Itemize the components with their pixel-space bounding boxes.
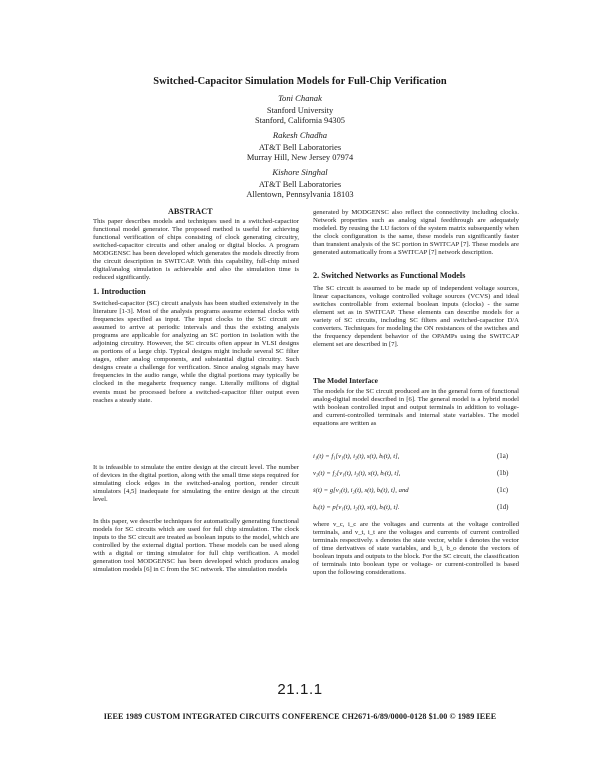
equation: v₂(t) = f₂[v₁(t), i₂(t), s(t), bᵢ(t), t], bbox=[313, 470, 401, 477]
author-affiliation: AT&T Bell Laboratories bbox=[258, 143, 342, 152]
body-paragraph: generated by MODGENSC also reflect the connectivity including clocks. Network properties such as analog signal feedthrough are adequately modeled. By reusing the LU factors of the system matrix subsequently when the clock configuration is the same, these models run significantly faster than transient analysis of the SC portion in SWITCAP [7]. These models are generated automatically from a SWITCAP [7] network description. bbox=[313, 209, 519, 257]
section-heading: 2. Switched Networks as Functional Models bbox=[313, 271, 466, 280]
equation-number: (1d) bbox=[497, 504, 509, 511]
author-affiliation: Murray Hill, New Jersey 07974 bbox=[246, 153, 354, 162]
section-heading: 1. Introduction bbox=[93, 287, 146, 296]
body-paragraph: It is infeasible to simulate the entire design at the circuit level. The number of devices in the digital portion, along with the small time steps required for simulating clock edges in the switched-analog portion, render circuit simulators [4,5] inadequate for simulating the entire design at the circuit level. bbox=[93, 464, 299, 504]
author-affiliation: Stanford University bbox=[266, 106, 334, 115]
author-name: Rakesh Chadha bbox=[272, 130, 328, 140]
equation-number: (1c) bbox=[497, 487, 509, 494]
body-paragraph: Switched-capacitor (SC) circuit analysis has been studied extensively in the literature [1-3]. Most of the analysis programs assume external clocks with frequencies specified as input. The input clocks to the SC circuit are assumed to arrive at periodic intervals and thus the existing analysis programs are applicable for analyzing an SC portion in isolation with the adjoining circuitry. However, the SC circuits often appear in VLSI designs as portions of a large chip. Typical designs might include several SC filter stages, other analog components, and substantial digital circuitry. Such designs create a challenge for verification. Since analog signals may have frequencies in the audio range, while the digital portions may typically be clocked in the megahertz frequency range. Literally millions of digital events must be processed before a switched-capacitor filter output even reaches a steady state. bbox=[93, 300, 299, 404]
body-paragraph: The SC circuit is assumed to be made up of independent voltage sources, linear capacitances, voltage controlled voltage sources (VCVS) and ideal switches controllable from external boolean inputs (clocks) - the same element set as in SWITCAP. These elements can describe models for a variety of SC circuits, including SC filters and switched-capacitor D/A converters. Techniques for modeling the ON resistances of the switches and the frequency dependent behavior of the OPAMPs using the SWITCAP element set are described in [7]. bbox=[313, 285, 519, 349]
equation: bₒ(t) = p[v₁(t), i₂(t), s(t), bᵢ(t), t]. bbox=[313, 504, 400, 511]
author-name: Toni Chanak bbox=[278, 93, 322, 103]
conference-footer: IEEE 1989 CUSTOM INTEGRATED CIRCUITS CONFERENCE CH2671-6/89/0000-0128 $1.00 © 1989 IEEE bbox=[103, 712, 497, 721]
subsection-heading: The Model Interface bbox=[313, 376, 378, 385]
author-affiliation: Stanford, California 94305 bbox=[254, 116, 345, 125]
page-number: 21.1.1 bbox=[277, 681, 323, 698]
abstract-heading: ABSTRACT bbox=[168, 207, 213, 216]
author-affiliation: AT&T Bell Laboratories bbox=[258, 180, 342, 189]
equation: i₁(t) = f₁[v₁(t), i₂(t), s(t), bᵢ(t), t], bbox=[313, 453, 400, 460]
equation: ṡ(t) = g[v₁(t), i₂(t), s(t), bᵢ(t), t], and bbox=[313, 487, 409, 494]
body-paragraph: where v_c, i_c are the voltages and currents at the voltage controlled terminals, and v_t, i_t are the voltages and currents of current controlled terminals respectively. s denotes the state vector, while ṡ denotes the vector of time derivatives of state variables, and b_i, b_o denote the vectors of boolean inputs and outputs to the block. For the SC circuit, the classification of terminals into boolean type or voltage- or current-controlled is based upon the following considerations. bbox=[313, 521, 519, 577]
author-name: Kishore Singhal bbox=[272, 167, 328, 177]
author-affiliation: Allentown, Pennsylvania 18103 bbox=[246, 190, 354, 199]
equation-number: (1b) bbox=[497, 470, 509, 477]
body-paragraph: In this paper, we describe techniques for automatically generating functional models for SC circuits which are used for full chip simulation. The clock inputs to the SC circuit are treated as boolean inputs to the model, which are controlled by the external digital portion. These models can be used along with a digital or timing simulator for full chip verification. A model generation tool MODGENSC has been developed which produces analog simulation models [6] in C from the SC network. The simulation models bbox=[93, 518, 299, 574]
abstract-text: This paper describes models and techniques used in a switched-capacitor functional model generator. The proposed method is useful for achieving functional verification of chips consisting of clock generating circuitry, switched-capacitor circuits and other analog or digital blocks. A program MODGENSC has been developed which generates the models directly from the circuit description in SWITCAP. With this capability, full-chip mixed digital/analog simulation is achievable and also the simulation time is reduced significantly. bbox=[93, 218, 299, 282]
paper-title: Switched-Capacitor Simulation Models for Full-Chip Verification bbox=[153, 76, 447, 87]
equation-number: (1a) bbox=[497, 453, 509, 460]
body-paragraph: The models for the SC circuit produced are in the general form of functional analog-digital model described in [6]. The general model is a hybrid model with boolean controlled input and output terminals in addition to voltage- and current-controlled terminals and internal state variables. The model equations are written as bbox=[313, 388, 519, 428]
